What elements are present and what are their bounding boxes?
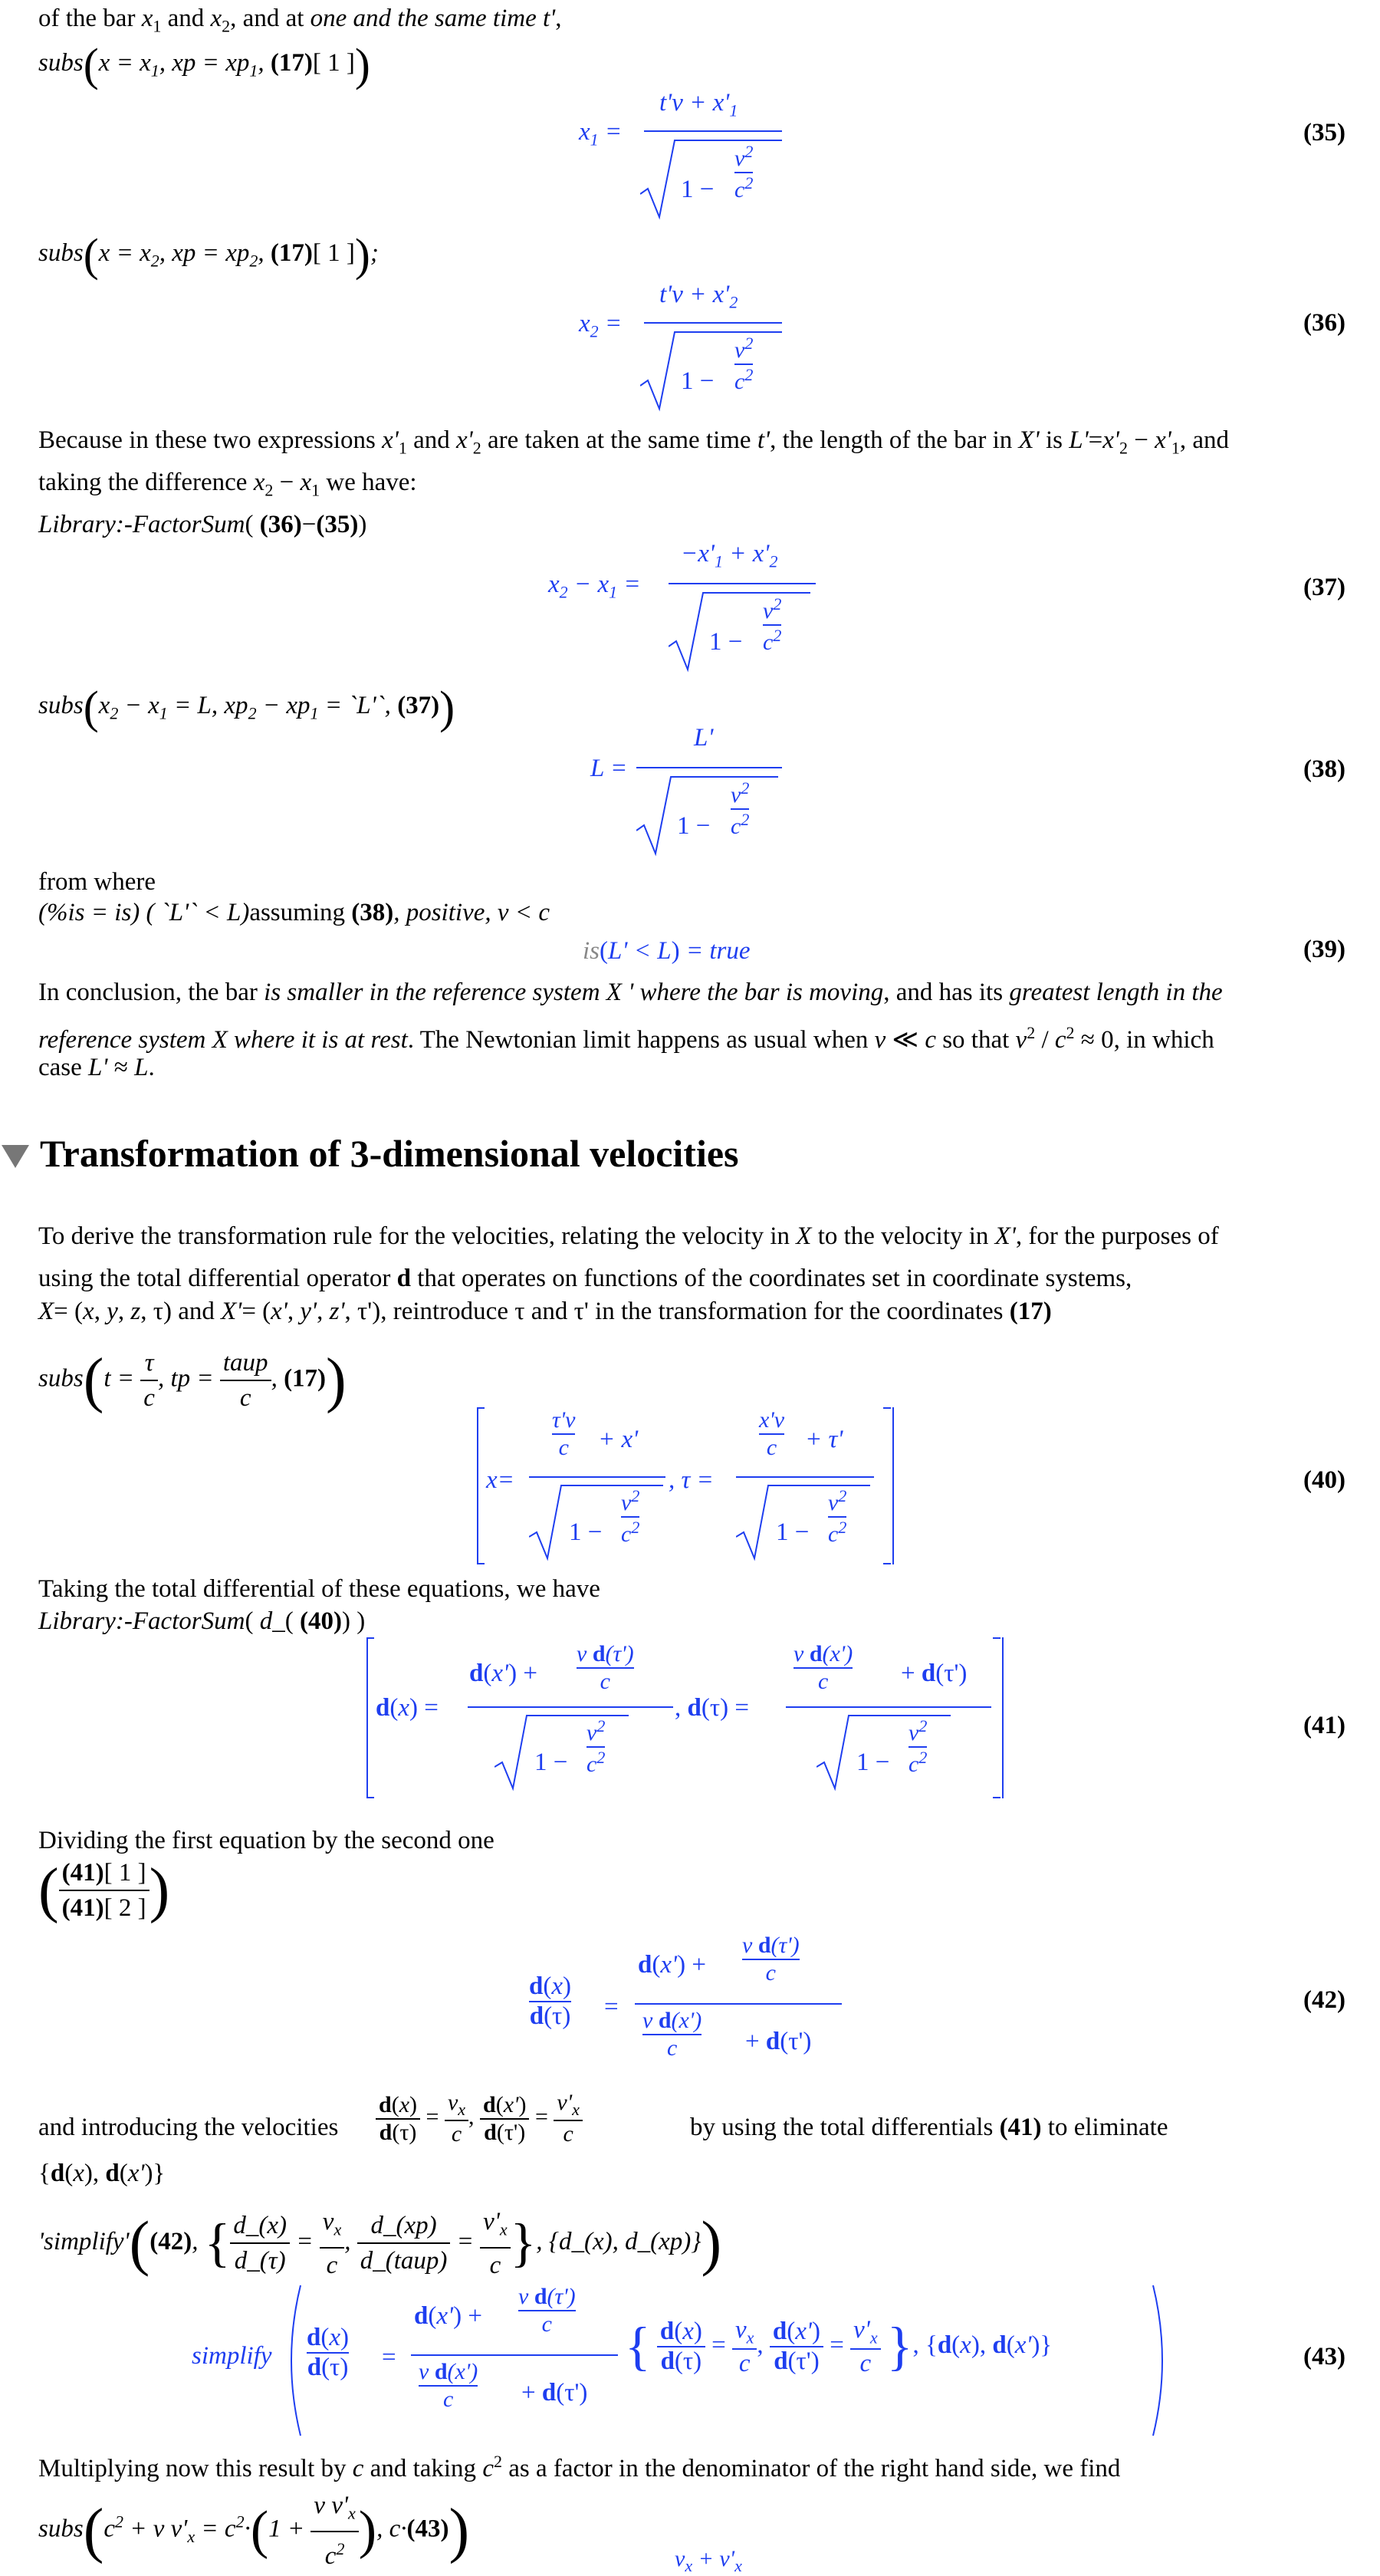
eq40-number: (40) — [1303, 1466, 1346, 1494]
eq43-num: d(x') + — [414, 2302, 482, 2330]
eq41-numA-frac: v d(τ') c — [577, 1641, 634, 1694]
eq41-v2c2-A: $v^2$ $c^2$ — [586, 1716, 606, 1777]
eq38-numerator: L' — [694, 724, 714, 752]
eq40-bracket-br — [883, 1563, 891, 1564]
eq40-numA-tail: + x' — [598, 1426, 639, 1453]
eq35-radicand: 1 − — [681, 176, 715, 203]
eq41-numB-tail: + d(τ') — [901, 1660, 968, 1687]
eq43-den-frac: v d(x') c — [419, 2359, 478, 2412]
eq35-v2c2: $v^2$ $c^2$ — [734, 142, 754, 202]
eq41-radB: 1 − — [856, 1749, 890, 1776]
paragraph-2a: Because in these two expressions $x'_1$ and $x'_2$ are taken at the same time t', the length of the bar in X' is $L'=x'_2 - x'_1$, and — [38, 426, 1229, 458]
eq40-barB — [736, 1476, 874, 1478]
eq40-radB: 1 − — [776, 1518, 810, 1546]
eq42-bar — [635, 2003, 842, 2005]
eq38-fraction-bar — [636, 767, 782, 768]
eq41-v2c2-B: $v^2$ $c^2$ — [909, 1716, 928, 1777]
eq37-lhs: $x_2 - x_1$ = — [548, 571, 641, 602]
eq41-dtau: , d(τ) = — [675, 1694, 749, 1722]
command-35[interactable]: subs(x = $x_1$, xp = $xp_1$, (17)[ 1 ]) — [38, 39, 370, 90]
eq43-set: { $\frac{d(x)}{d(\tau)}$ = $\frac{v_x}{c}$ , $\frac{d(x')}{d(\tau')}$ = $\frac{v'_x}{c}$ }, {d(x), d(x')} — [625, 2316, 1053, 2377]
paragraph-2b: taking the difference $x_2 - x_1$ we have: — [38, 469, 417, 500]
eq43-eq: = — [382, 2344, 396, 2371]
eq42-den-frac: v d(x') c — [642, 2008, 702, 2061]
paragraph-8b: by using the total differentials (41) to eliminate — [690, 2114, 1168, 2141]
paragraph-5a: To derive the transformation rule for the velocities, relating the velocity in X to the velocity in X', for the purposes of — [38, 1222, 1219, 1250]
paragraph-5b: using the total differential operator d that operates on functions of the coordinates set in coordinate systems, — [38, 1265, 1132, 1292]
eq37-number: (37) — [1303, 574, 1346, 601]
eq43-lparen-icon — [281, 2284, 304, 2437]
eq42-eq: = — [604, 1993, 619, 2021]
eq41-barB — [786, 1706, 991, 1708]
eq40-numA: τ'v c — [552, 1407, 576, 1460]
eq41-radA: 1 − — [534, 1749, 568, 1776]
eq36-lhs: $x_2$ = — [579, 310, 623, 341]
eq35-fraction-bar — [644, 130, 782, 132]
eq42-num: d(x') + — [638, 1951, 706, 1979]
eq42-den-tail: + d(τ') — [745, 2028, 812, 2055]
paragraph-9: Multiplying now this result by c and taking $c^2$ as a factor in the denominator of the right hand side, we find — [38, 2452, 1121, 2482]
velocity-defs: $\frac{d(x)}{d(\tau)}$ = $\frac{v_x}{c}$ , $\frac{d(x')}{d(\tau')}$ = $\frac{v'_x}{c}$ — [376, 2090, 583, 2147]
eq44-partial: $v_x + v'_x$ — [675, 2546, 742, 2575]
eq39-number: (39) — [1303, 936, 1346, 963]
eq39-result: is(L' < L) = true — [583, 937, 751, 965]
eq43-num-frac: v d(τ') c — [518, 2284, 576, 2337]
eq38-v2c2: $v^2$ $c^2$ — [731, 778, 750, 839]
eq43-rparen-icon — [1150, 2284, 1173, 2437]
eq38-number: (38) — [1303, 755, 1346, 783]
eq35-numerator: $t'v + x'_1$ — [659, 89, 738, 120]
eq43-number: (43) — [1303, 2343, 1346, 2370]
eq40-bracket-bl — [477, 1563, 485, 1564]
paragraph-8c: {d(x), d(x')} — [38, 2160, 166, 2187]
eq38-radicand: 1 − — [677, 812, 711, 840]
eq41-bracket-tl — [366, 1637, 374, 1639]
collapse-triangle-icon[interactable] — [2, 1145, 29, 1168]
command-41[interactable]: Library:-FactorSum( d_( (40)) ) — [38, 1607, 366, 1635]
paragraph-5c: X= (x, y, z, τ) and X'= (x', y', z', τ'), reintroduce τ and τ' in the transformation for the coordinates (17) — [38, 1298, 1052, 1325]
eq43-lhs: d(x) d(τ) — [307, 2324, 350, 2381]
eq36-v2c2: $v^2$ $c^2$ — [734, 334, 754, 394]
eq42-lhs: d(x) d(τ) — [529, 1972, 572, 2030]
paragraph-3: from where — [38, 868, 156, 896]
eq41-bracket-tr — [993, 1637, 1001, 1639]
eq37-v2c2: $v^2$ $c^2$ — [763, 594, 782, 655]
eq40-bracket-tr — [883, 1407, 891, 1409]
eq40-bracket-tl — [477, 1407, 485, 1409]
eq37-numerator: $-x'_1 + x'_2$ — [681, 540, 778, 571]
command-43[interactable]: 'simplify'((42), { $\frac{d\_(x)}{d\_(\tau)}$ = $\frac{v_x}{c}$ , $\frac{d\_(xp)}{\text{d\_(taup)}}$ = $\frac{v'_x}{c}$ }, {d_(x), d_(xp)}) — [38, 2205, 721, 2282]
eq40-numB: x'v c — [759, 1407, 785, 1460]
eq36-numerator: $t'v + x'_2$ — [659, 281, 738, 312]
eq42-num-frac: v d(τ') c — [742, 1933, 800, 1985]
paragraph-4a: In conclusion, the bar is smaller in the reference system X ' where the bar is moving, and has its greatest length in the — [38, 979, 1223, 1006]
eq40-barA — [529, 1476, 665, 1478]
eq41-number: (41) — [1303, 1712, 1346, 1739]
eq42-number: (42) — [1303, 1986, 1346, 2014]
command-40[interactable]: subs(t = $\frac{\tau}{c}$ , tp = $\frac{\text{taup}}{c}$ , (17)) — [38, 1347, 347, 1414]
eq37-radicand: 1 − — [709, 628, 743, 656]
paragraph-4c: case L' ≈ L. — [38, 1054, 155, 1081]
eq41-numB-frac: v d(x') c — [794, 1641, 853, 1694]
eq43-den-tail: + d(τ') — [521, 2379, 588, 2407]
eq37-fraction-bar — [669, 583, 816, 584]
paragraph-7: Dividing the first equation by the second one — [38, 1827, 495, 1854]
command-39[interactable]: (%is = is) ( `L'` < L)assuming (38), positive, v < c — [38, 899, 550, 926]
eq41-numA: d(x') + — [469, 1660, 537, 1687]
eq40-tau: , τ = — [669, 1466, 714, 1494]
command-36[interactable]: subs(x = $x_2$, xp = $xp_2$, (17)[ 1 ]); — [38, 229, 379, 281]
command-37[interactable]: Library:-FactorSum( (36)−(35)) — [38, 511, 367, 538]
paragraph-6: Taking the total differential of these equations, we have — [38, 1575, 600, 1603]
eq40-v2c2-A: $v^2$ $c^2$ — [621, 1486, 640, 1547]
eq38-lhs: L = — [590, 755, 628, 782]
eq35-number: (35) — [1303, 119, 1346, 146]
command-44[interactable]: $subs(c^2 + v$ $v'_x = c^2\cdot(1$ + $\frac{v v'_x}{c^2}$ ), c·(43)) — [38, 2489, 469, 2573]
eq40-x: x= — [486, 1466, 514, 1494]
paragraph-4b: reference system X where it is at rest. The Newtonian limit happens as usual when v ≪ c so that $v^2 / c^2 \approx 0$, in which — [38, 1023, 1214, 1054]
command-38[interactable]: $subs(x_2 - x_1 = L$, $xp_2 - xp_1$ = `L'`, (37)) — [38, 682, 455, 733]
eq41-barA — [468, 1706, 673, 1708]
command-42[interactable]: ( $\frac{(41)[ 1 ]}{(41)[ 2 ]}$ ) — [38, 1857, 170, 1924]
eq43-bar — [411, 2354, 618, 2356]
eq40-radA: 1 − — [569, 1518, 603, 1546]
eq40-numB-tail: + τ' — [805, 1426, 843, 1453]
eq41-bracket-bl — [366, 1797, 374, 1798]
eq36-fraction-bar — [644, 322, 782, 324]
eq36-radicand: 1 − — [681, 367, 715, 395]
eq41-dx: d(x) = — [376, 1694, 439, 1722]
paragraph-8a: and introducing the velocities — [38, 2114, 339, 2141]
eq43-fn: simplify — [192, 2342, 272, 2370]
section-title: Transformation of 3-dimensional velocities — [40, 1132, 739, 1175]
eq36-number: (36) — [1303, 309, 1346, 337]
eq40-v2c2-B: $v^2$ $c^2$ — [828, 1486, 847, 1547]
eq41-bracket-br — [993, 1797, 1001, 1798]
eq35-lhs: $x_1$ = — [579, 118, 623, 150]
paragraph-1: of the bar $x_1$ and $x_2$, and at one and the same time t', — [38, 5, 562, 36]
